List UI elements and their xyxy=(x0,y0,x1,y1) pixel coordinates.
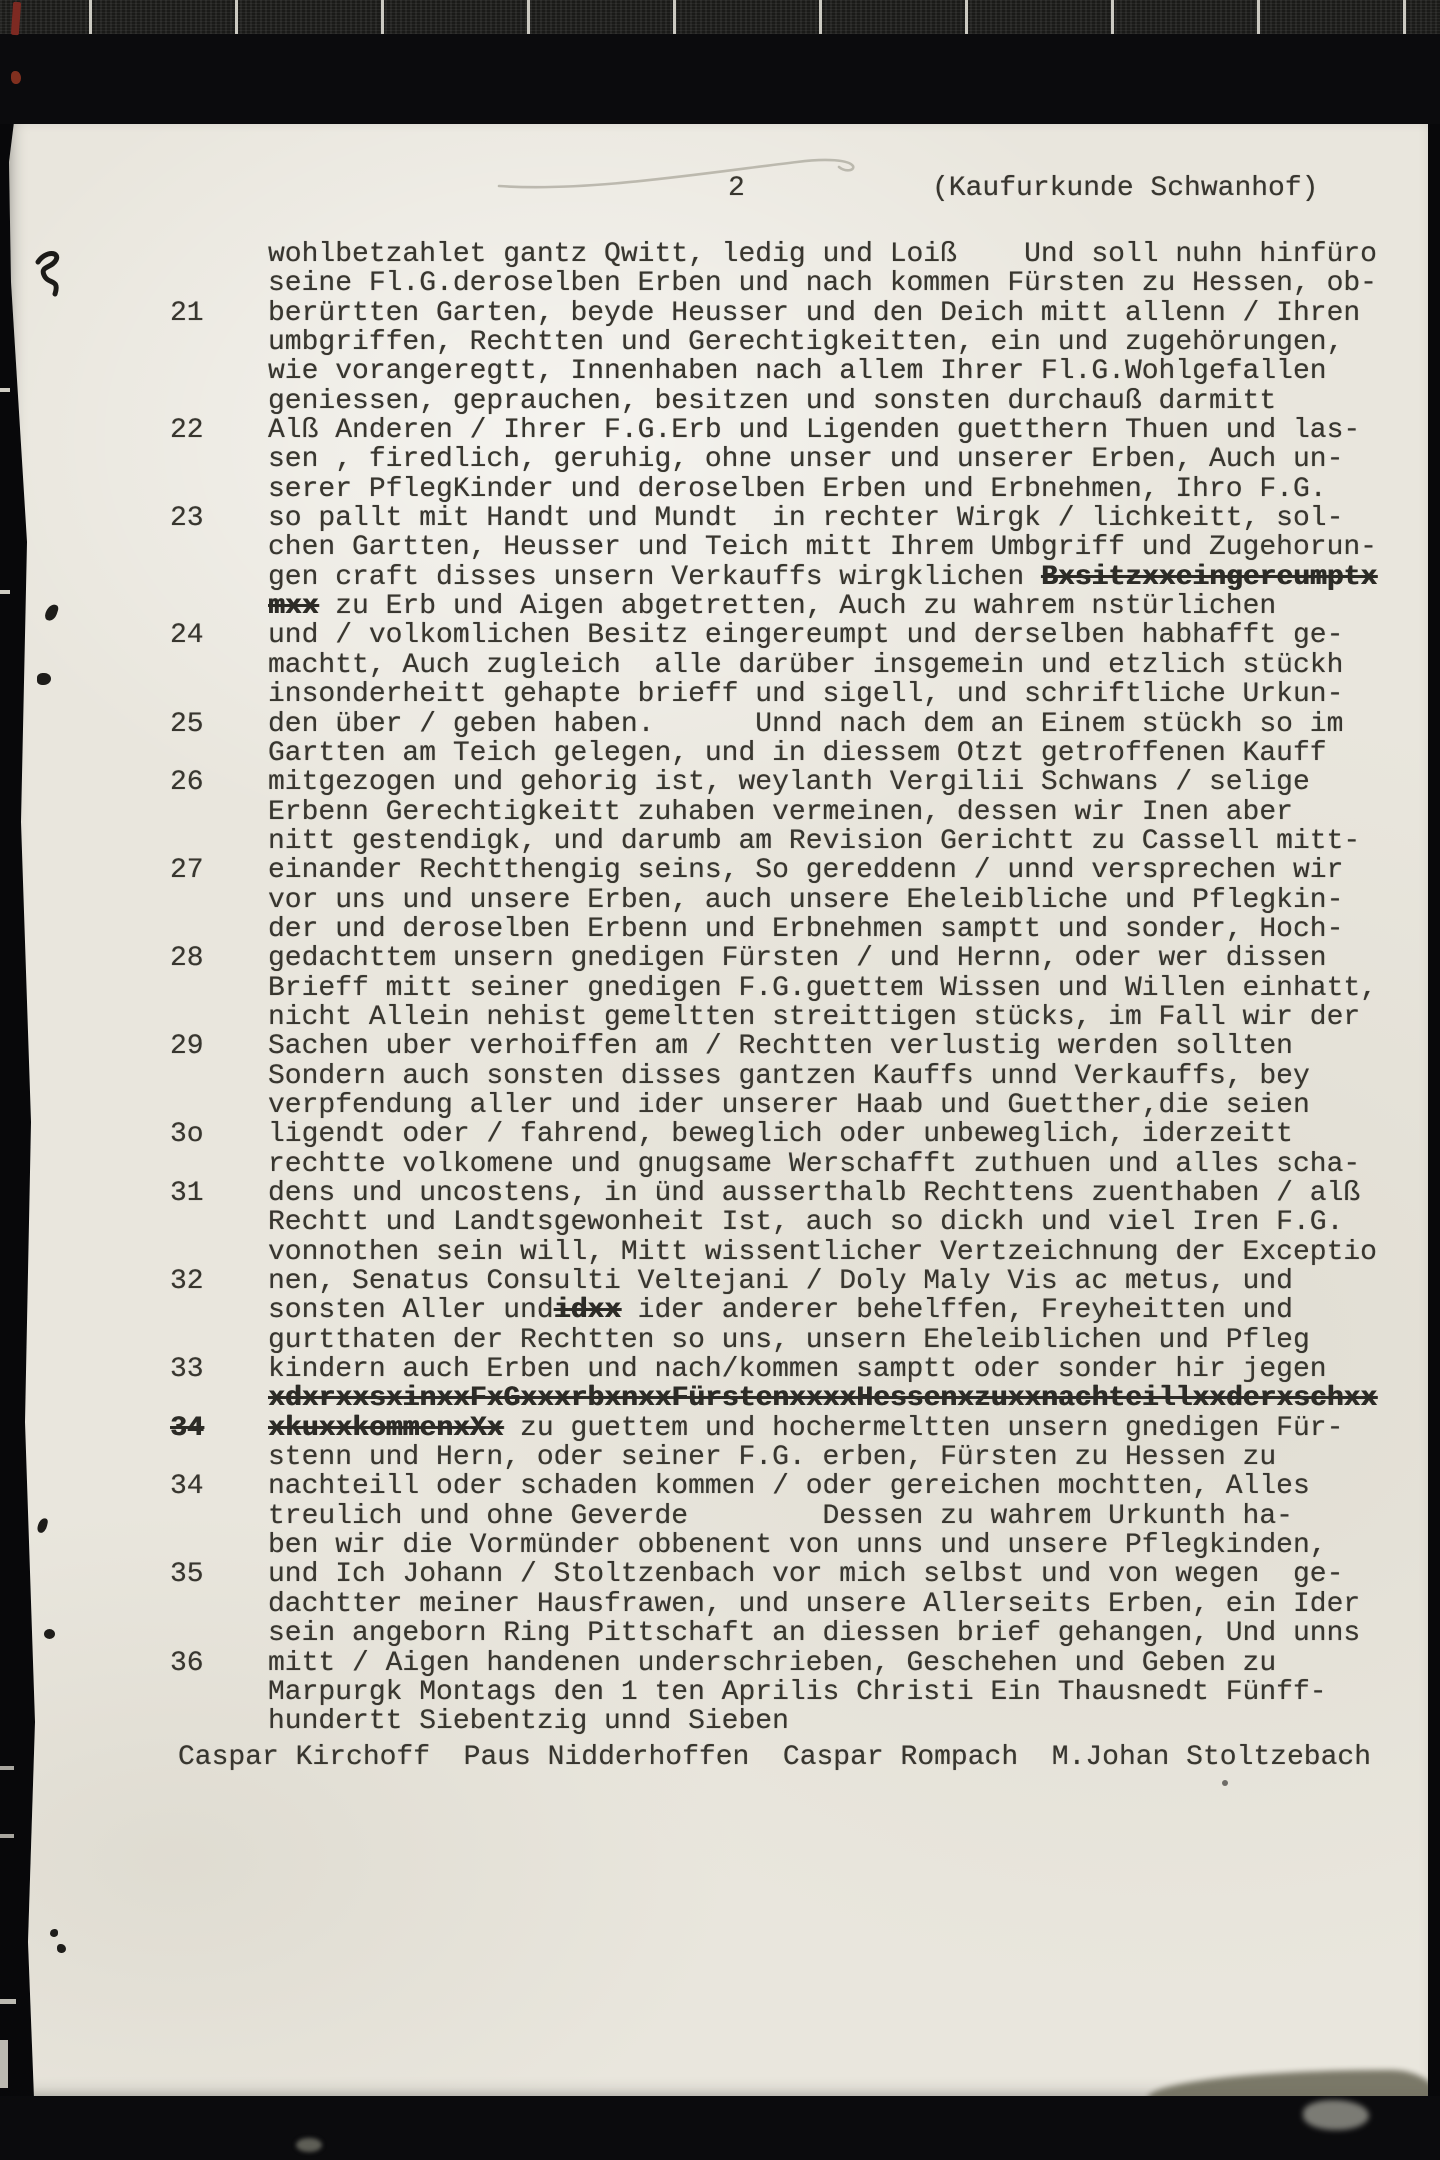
text-line xyxy=(0,651,1440,680)
line-number: 33 xyxy=(170,1354,204,1386)
text-segment: nitt gestendigk, und darumb am Revision Gerichtt zu Cassell mitt- xyxy=(268,825,1361,857)
text-segment: sen , firedlich, geruhig, ohne unser und unserer Erben, Auch un- xyxy=(268,444,1344,476)
text-segment: Sondern auch sonsten disses gantzen Kauffs unnd Verkauffs, bey xyxy=(268,1060,1310,1092)
text-segment: hundertt Siebentzig unnd Sieben xyxy=(268,1706,789,1738)
line-text xyxy=(268,1032,1293,1061)
text-segment: zu Erb und Aigen abgetretten, Auch zu wahrem nstürlichen xyxy=(318,591,1277,623)
text-segment: machtt, Auch zugleich alle darüber insgemein und etzlich stückh xyxy=(268,649,1344,681)
text-line xyxy=(0,357,1440,386)
text-segment: dachtter meiner Hausfrawen, und unsere Allerseits Erben, ein Ider xyxy=(268,1588,1361,1620)
line-text xyxy=(268,533,1377,562)
text-segment: berürtten Garten, beyde Heusser und den Deich mitt allenn / Ihren xyxy=(268,297,1361,329)
line-text xyxy=(268,1707,789,1736)
text-segment: ider anderer behelffen, Freyheitten und xyxy=(620,1295,1293,1327)
line-text xyxy=(268,974,1377,1003)
text-segment: so pallt mit Handt und Mundt in rechter Wirgk / lichkeitt, sol- xyxy=(268,503,1344,535)
page-header xyxy=(0,173,1440,205)
text-line xyxy=(0,416,1440,445)
text-line xyxy=(0,1062,1440,1091)
text-segment: sonsten Aller und xyxy=(268,1295,554,1327)
line-text xyxy=(268,680,1343,709)
text-line xyxy=(0,475,1440,504)
signature-line: Caspar Kirchoff Paus Nidderhoffen Caspar Rompach M.Johan Stoltzebach xyxy=(178,1742,1371,1773)
film-edge-tick xyxy=(0,1999,16,2004)
text-line xyxy=(0,328,1440,357)
red-edge-mark xyxy=(11,71,21,84)
text-line xyxy=(0,445,1440,474)
text-segment: serer PflegKinder und deroselben Erben und Erbnehmen, Ihro F.G. xyxy=(268,473,1327,505)
text-segment: Marpurgk Montags den 1 ten Aprilis Christi Ein Thausnedt Fünff- xyxy=(268,1676,1327,1708)
line-number: 34 xyxy=(170,1412,204,1444)
text-segment: Gartten am Teich gelegen, und in diessem Otzt getroffenen Kauff xyxy=(268,737,1327,769)
text-segment: umbgriffen, Rechtten und Gerechtigkeitten, ein und zugehörungen, xyxy=(268,327,1344,359)
text-line xyxy=(0,1707,1440,1736)
film-edge-tick xyxy=(0,388,10,392)
line-text xyxy=(268,1502,1293,1531)
text-line xyxy=(0,944,1440,973)
text-line xyxy=(0,886,1440,915)
text-line xyxy=(0,739,1440,768)
line-text xyxy=(268,768,1310,797)
film-edge-tick xyxy=(0,590,10,594)
line-text xyxy=(268,1678,1327,1707)
text-segment: Brieff mitt seiner gnedigen F.G.guettem Wissen und Willen einhatt, xyxy=(268,972,1377,1004)
text-line xyxy=(0,387,1440,416)
line-text xyxy=(268,475,1327,504)
text-segment: gedachttem unsern gnedigen Fürsten / und Hernn, oder wer dissen xyxy=(268,943,1327,975)
line-number: 36 xyxy=(170,1647,204,1679)
text-segment: der und deroselben Erbenn und Erbnehmen samptt und sonder, Hoch- xyxy=(268,913,1344,945)
text-line xyxy=(0,592,1440,621)
text-line xyxy=(0,680,1440,709)
text-line xyxy=(0,1619,1440,1648)
text-segment: chen Gartten, Heusser und Teich mitt Ihrem Umbgriff und Zugehorun- xyxy=(268,532,1377,564)
struck-segment: Bxsitzxxeingereumptx xyxy=(1040,561,1377,593)
text-line xyxy=(0,1678,1440,1707)
line-number: 32 xyxy=(170,1266,204,1298)
text-segment: mitgezogen und gehorig ist, weylanth Vergilii Schwans / selige xyxy=(268,767,1310,799)
text-line xyxy=(0,1296,1440,1325)
struck-segment: mxx xyxy=(268,591,319,623)
text-line xyxy=(0,710,1440,739)
text-line xyxy=(0,1414,1440,1443)
line-text xyxy=(268,1443,1276,1472)
text-segment: mitt / Aigen handenen underschrieben, Geschehen und Geben zu xyxy=(268,1647,1277,1679)
line-text xyxy=(268,240,1377,269)
text-segment: seine Fl.G.deroselben Erben und nach kommen Fürsten zu Hessen, ob- xyxy=(268,268,1377,300)
line-text xyxy=(268,387,1276,416)
text-line xyxy=(0,269,1440,298)
line-number: 25 xyxy=(170,708,204,740)
text-line xyxy=(0,974,1440,1003)
line-text xyxy=(268,328,1343,357)
line-number: 3o xyxy=(170,1119,204,1151)
text-segment: und Ich Johann / Stoltzenbach vor mich selbst und von wegen ge- xyxy=(268,1559,1344,1591)
film-strip-top xyxy=(0,0,1440,124)
text-segment: ben wir die Vormünder obbenent von unns und unsere Pflegkinden, xyxy=(268,1530,1327,1562)
line-number: 34 xyxy=(170,1471,204,1503)
text-line xyxy=(0,1091,1440,1120)
line-text xyxy=(268,357,1327,386)
text-line xyxy=(0,299,1440,328)
struck-segment: xdxrxxsxinxxFxGxxxrbxnxxFürstenxxxxHessenxzuxxnachteillxxderxschxx xyxy=(268,1383,1377,1415)
text-segment: stenn und Hern, oder seiner F.G. erben, Fürsten zu Hessen zu xyxy=(268,1442,1277,1474)
document-title: (Kaufurkunde Schwanhof) xyxy=(932,173,1319,204)
film-ruler-marks xyxy=(0,0,1440,34)
text-line xyxy=(0,240,1440,269)
text-line xyxy=(0,1032,1440,1061)
text-line xyxy=(0,621,1440,650)
line-text xyxy=(268,592,1276,621)
film-edge-tick xyxy=(0,1766,14,1770)
line-text xyxy=(268,1267,1293,1296)
text-line xyxy=(0,533,1440,562)
line-text xyxy=(268,1326,1310,1355)
text-line xyxy=(0,915,1440,944)
line-number: 23 xyxy=(170,503,204,535)
text-segment: nicht Allein nehist gemeltten streittigen stücks, im Fall wir der xyxy=(268,1001,1361,1033)
page-number: 2 xyxy=(728,173,745,204)
text-segment: einander Rechtthengig seins, So gereddenn / unnd versprechen wir xyxy=(268,855,1344,887)
text-line xyxy=(0,768,1440,797)
text-segment: dens und uncostens, in ünd ausserthalb Rechttens zuenthaben / alß xyxy=(268,1178,1361,1209)
ink-speck xyxy=(57,1944,66,1953)
text-segment: den über / geben haben. Unnd nach dem an Einem stückh so im xyxy=(268,708,1344,740)
line-text xyxy=(268,1619,1360,1648)
text-line xyxy=(0,1590,1440,1619)
line-text xyxy=(268,621,1343,650)
text-line xyxy=(0,1531,1440,1560)
text-line xyxy=(0,856,1440,885)
ink-speck xyxy=(50,1929,58,1937)
text-segment: gurtthaten der Rechtten so uns, unsern Eheleiblichen und Pfleg xyxy=(268,1324,1310,1356)
text-line xyxy=(0,1150,1440,1179)
line-text xyxy=(268,1150,1360,1179)
text-segment: ligendt oder / fahrend, beweglich oder unbeweglich, iderzeitt xyxy=(268,1119,1293,1151)
line-number: 27 xyxy=(170,855,204,887)
line-number: 24 xyxy=(170,620,204,652)
text-segment: Sachen uber verhoiffen am / Rechtten verlustig werden sollten xyxy=(268,1031,1293,1063)
line-text xyxy=(268,827,1360,856)
text-segment: vor uns und unsere Erben, auch unsere Eheleibliche und Pflegkin- xyxy=(268,884,1344,916)
line-text xyxy=(268,504,1343,533)
text-segment: rechtte volkomene und gnugsame Werschafft zuthuen und alles scha- xyxy=(268,1148,1361,1180)
text-segment: nen, Senatus Consulti Veltejani / Doly Maly Vis ac metus, und xyxy=(268,1266,1293,1298)
film-edge-tick xyxy=(0,1834,14,1838)
line-text xyxy=(268,299,1360,328)
ink-speck xyxy=(1222,1780,1228,1786)
text-line xyxy=(0,1326,1440,1355)
line-text xyxy=(268,1384,1377,1413)
text-line xyxy=(0,827,1440,856)
line-text xyxy=(268,798,1293,827)
text-line xyxy=(0,1355,1440,1384)
line-number: 22 xyxy=(170,415,204,447)
line-text xyxy=(268,1649,1276,1678)
text-line xyxy=(0,1384,1440,1413)
text-segment: nachteill oder schaden kommen / oder gereichen mochtten, Alles xyxy=(268,1471,1310,1503)
line-number: 28 xyxy=(170,943,204,975)
text-segment: Alß Anderen / Ihrer F.G.Erb und Ligenden guetthern Thuen und las- xyxy=(268,415,1361,447)
film-artifact xyxy=(1303,2100,1369,2130)
line-text xyxy=(268,1091,1310,1120)
text-line xyxy=(0,1120,1440,1149)
line-text xyxy=(268,1120,1293,1149)
line-text xyxy=(268,944,1327,973)
line-text xyxy=(268,1560,1343,1589)
line-text xyxy=(268,269,1377,298)
line-number: 31 xyxy=(170,1178,204,1209)
line-text xyxy=(268,856,1343,885)
text-line xyxy=(0,1208,1440,1237)
text-line xyxy=(0,1003,1440,1032)
struck-segment: idxx xyxy=(553,1295,621,1327)
line-number: 35 xyxy=(170,1559,204,1591)
line-text xyxy=(268,1590,1360,1619)
text-segment: geniessen, geprauchen, besitzen und sonsten durchauß darmitt xyxy=(268,385,1277,417)
line-text xyxy=(268,1238,1377,1267)
line-text xyxy=(268,1179,1360,1208)
line-text xyxy=(268,416,1360,445)
line-text xyxy=(268,1296,1293,1325)
text-segment: zu guettem und hochermeltten unsern gnedigen Für- xyxy=(503,1412,1344,1444)
text-segment: kindern auch Erben und nach/kommen samptt oder sonder hir jegen xyxy=(268,1354,1327,1386)
text-line xyxy=(0,1179,1440,1208)
text-segment: gen craft disses unsern Verkauffs wirgklichen xyxy=(268,561,1041,593)
line-number: 21 xyxy=(170,297,204,329)
line-text xyxy=(268,915,1343,944)
text-line xyxy=(0,1649,1440,1678)
line-text xyxy=(268,710,1343,739)
line-text xyxy=(268,739,1327,768)
text-segment: vonnothen sein will, Mitt wissentlicher Vertzeichnung der Exceptio xyxy=(268,1236,1377,1268)
text-line xyxy=(0,504,1440,533)
ink-blot-icon xyxy=(32,248,68,302)
text-segment: wie vorangeregtt, Innenhaben nach allem Ihrer Fl.G.Wohlgefallen xyxy=(268,356,1327,388)
text-line xyxy=(0,1560,1440,1589)
text-line xyxy=(0,563,1440,592)
line-text xyxy=(268,1472,1310,1501)
line-number: 29 xyxy=(170,1031,204,1063)
film-artifact xyxy=(296,2138,322,2152)
text-line xyxy=(0,1502,1440,1531)
line-number: 26 xyxy=(170,767,204,799)
ink-speck xyxy=(44,1629,55,1639)
text-line xyxy=(0,1443,1440,1472)
line-text xyxy=(268,1531,1327,1560)
text-segment: Erbenn Gerechtigkeitt zuhaben vermeinen, dessen wir Inen aber xyxy=(268,796,1293,828)
text-segment: treulich und ohne Geverde Dessen zu wahrem Urkunth ha- xyxy=(268,1500,1293,1532)
line-text xyxy=(268,1355,1327,1384)
line-text xyxy=(268,1003,1360,1032)
struck-segment: xkuxxkommenxXx xyxy=(268,1412,504,1444)
text-line xyxy=(0,1472,1440,1501)
text-lines xyxy=(0,240,1440,1737)
line-text xyxy=(268,651,1343,680)
text-segment: verpfendung aller und ider unserer Haab und Guetther,die seien xyxy=(268,1089,1310,1121)
text-segment: insonderheitt gehapte brieff und sigell, und schriftliche Urkun- xyxy=(268,679,1344,711)
text-segment: und / volkomlichen Besitz eingereumpt und derselben habhafft ge- xyxy=(268,620,1344,652)
text-line xyxy=(0,1238,1440,1267)
line-text xyxy=(268,886,1343,915)
line-text xyxy=(268,1062,1310,1091)
line-text xyxy=(268,445,1343,474)
text-segment: Rechtt und Landtsgewonheit Ist, auch so dickh und viel Iren F.G. xyxy=(268,1207,1344,1239)
text-line xyxy=(0,1267,1440,1296)
line-text xyxy=(268,563,1377,592)
text-segment: wohlbetzahlet gantz Qwitt, ledig und Loiß Und soll nuhn hinfüro xyxy=(268,239,1377,270)
line-text xyxy=(268,1414,1343,1443)
film-strip-bottom xyxy=(0,2096,1440,2160)
line-text xyxy=(268,1208,1343,1237)
text-segment: sein angeborn Ring Pittschaft an diessen brief gehangen, Und unns xyxy=(268,1618,1361,1650)
film-edge-tick xyxy=(0,2040,8,2088)
text-line xyxy=(0,798,1440,827)
